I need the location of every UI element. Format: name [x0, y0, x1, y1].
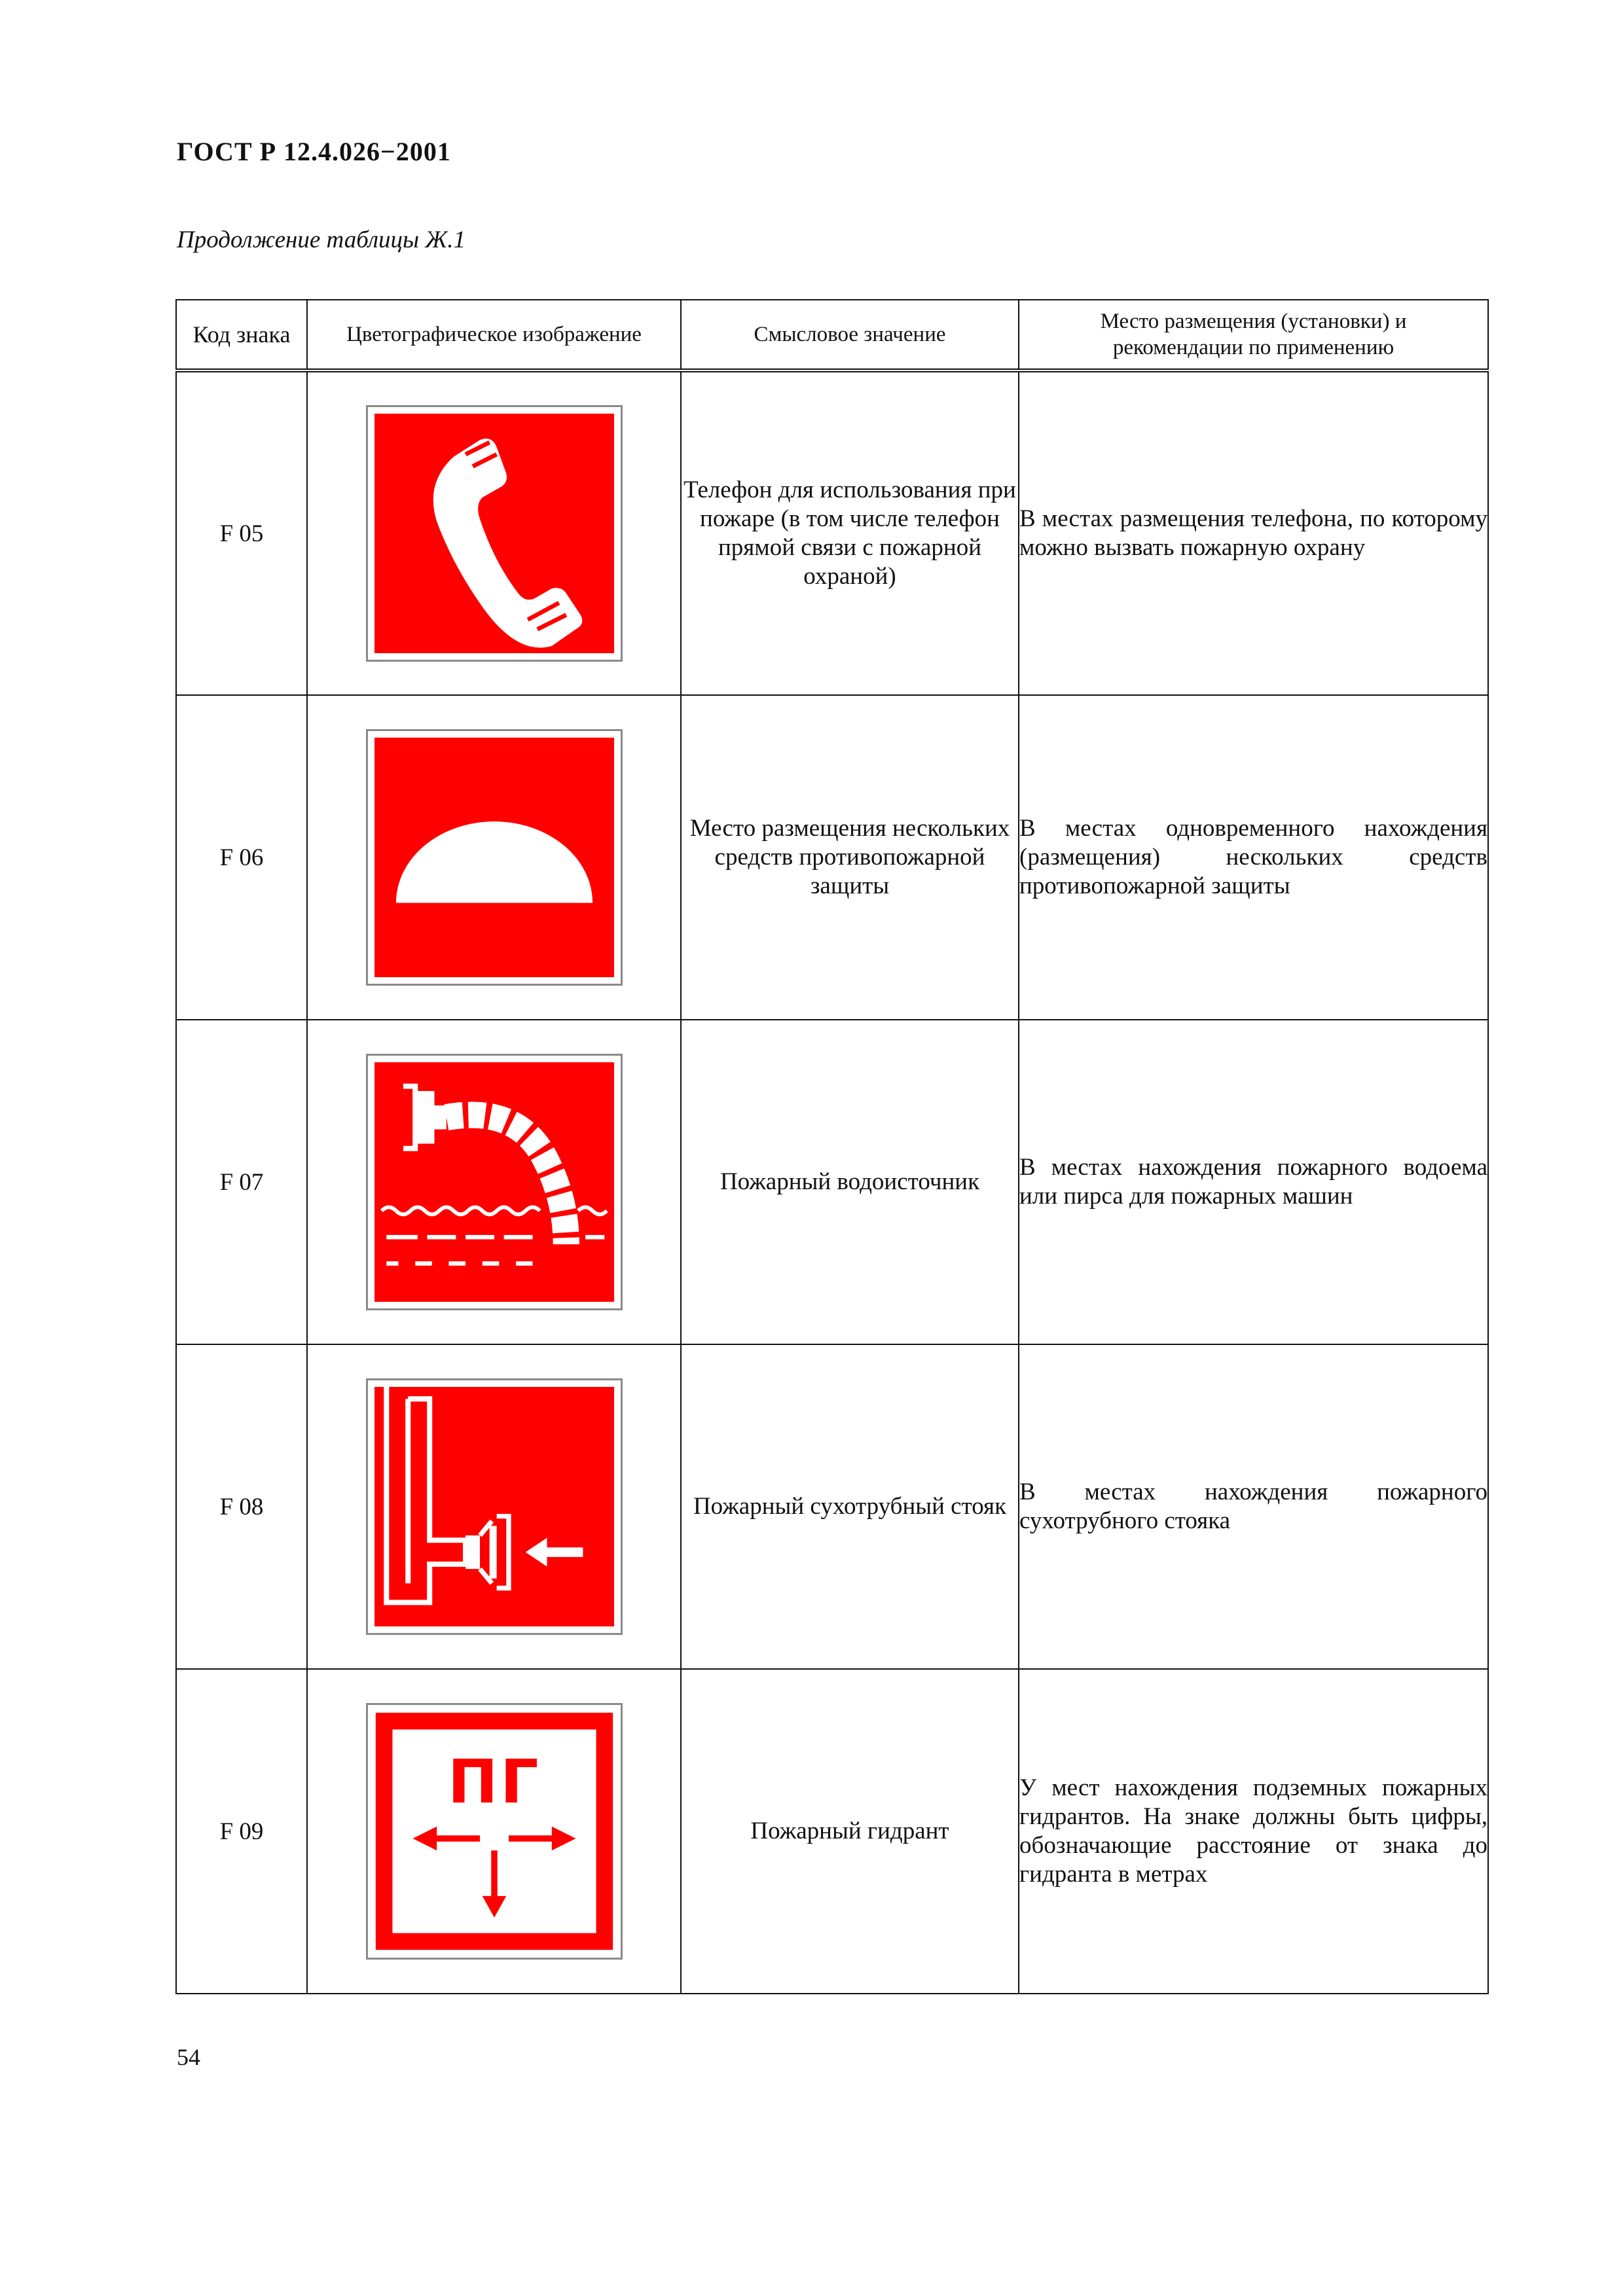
header-placement: Место размещения (установки) и рекомендации по применению — [1019, 300, 1488, 370]
sign-placement: В местах нахождения пожарного водоема или пирса для пожарных машин — [1019, 1020, 1488, 1344]
safety-signs-table — [175, 299, 1489, 1994]
header-meaning: Смысловое значение — [681, 300, 1019, 370]
sign-placement: У мест нахождения подземных пожарных гидрантов. На знаке должны быть цифры, обозначающие расстояние от знака до гидранта в метрах — [1019, 1669, 1488, 1994]
fire-equipment-location-icon — [374, 738, 614, 977]
header-image: Цветографическое изображение — [307, 300, 681, 370]
sign-image-cell — [307, 370, 681, 695]
sign-placement: В местах одновременного нахождения (размещения) нескольких средств противопожарной защиты — [1019, 695, 1488, 1020]
table-row — [176, 1344, 1488, 1669]
table-row — [176, 695, 1488, 1020]
sign-image-cell — [307, 1669, 681, 1994]
document-code: ГОСТ Р 12.4.026−2001 — [177, 137, 451, 166]
sign-frame — [366, 1054, 623, 1310]
sign-frame — [366, 729, 623, 986]
sign-placement: В местах размещения телефона, по которому можно вызвать пожарную охрану — [1019, 370, 1488, 695]
sign-code: F 06 — [176, 695, 307, 1020]
sign-meaning: Телефон для использования при пожаре (в том числе телефон прямой связи с пожарной охраной) — [681, 370, 1019, 695]
header-code: Код знака — [176, 300, 307, 370]
sign-code: F 07 — [176, 1020, 307, 1344]
table-header-row — [176, 300, 1488, 370]
dry-riser-icon — [374, 1387, 614, 1626]
fire-hydrant-icon — [374, 1712, 614, 1951]
sign-placement: В местах нахождения пожарного сухотрубного стояка — [1019, 1344, 1488, 1669]
sign-code: F 09 — [176, 1669, 307, 1994]
sign-frame — [366, 1378, 623, 1635]
sign-meaning: Пожарный водоисточник — [681, 1020, 1019, 1344]
sign-image-cell — [307, 1344, 681, 1669]
fire-water-source-icon — [374, 1062, 614, 1302]
sign-frame — [366, 1703, 623, 1960]
hydrant-sign-text: ПГ — [447, 1747, 541, 1818]
fire-telephone-icon — [374, 414, 614, 653]
table-caption: Продолжение таблицы Ж.1 — [177, 226, 465, 253]
sign-meaning: Пожарный сухотрубный стояк — [681, 1344, 1019, 1669]
page-number: 54 — [177, 2044, 200, 2070]
table-row — [176, 370, 1488, 695]
sign-image-cell — [307, 1020, 681, 1344]
sign-meaning: Место размещения нескольких средств противопожарной защиты — [681, 695, 1019, 1020]
sign-meaning: Пожарный гидрант — [681, 1669, 1019, 1994]
sign-code: F 08 — [176, 1344, 307, 1669]
sign-image-cell — [307, 695, 681, 1020]
sign-code: F 05 — [176, 370, 307, 695]
table-row — [176, 1669, 1488, 1994]
table-row — [176, 1020, 1488, 1344]
sign-frame — [366, 405, 623, 662]
